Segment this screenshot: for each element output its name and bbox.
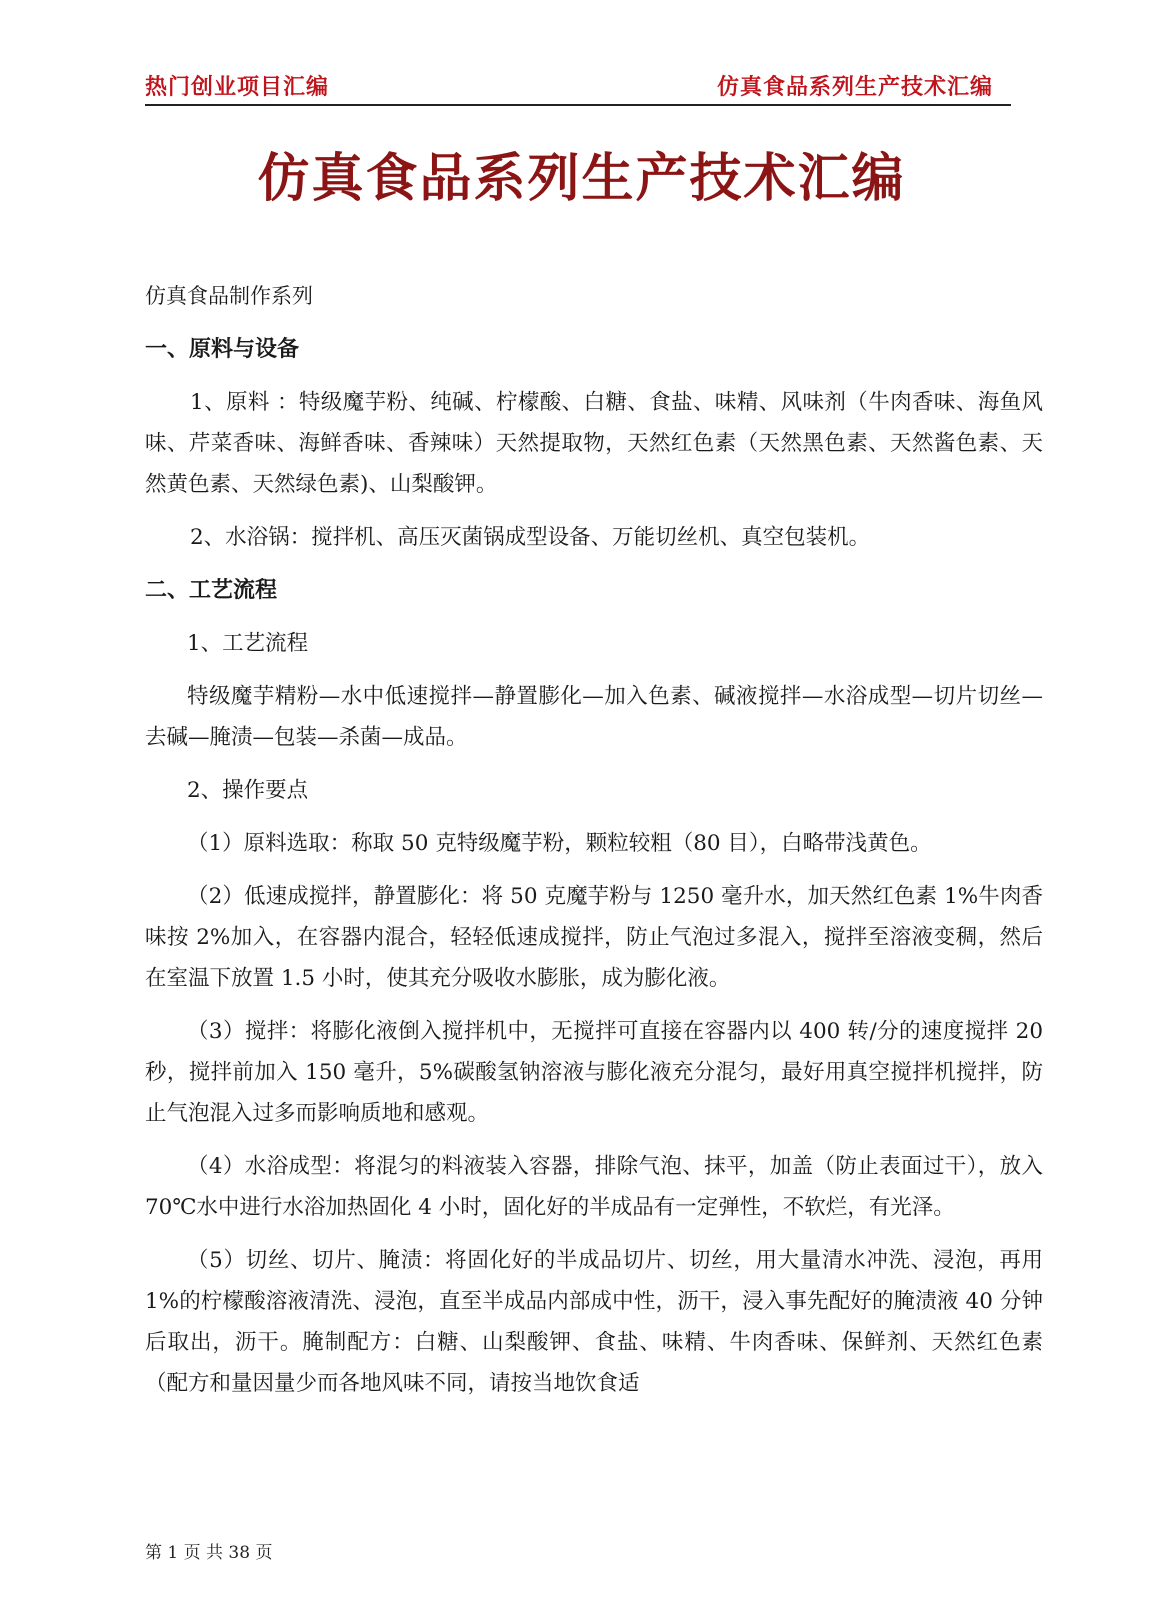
- paragraph-step-2: （2）低速成搅拌，静置膨化：将 50 克魔芋粉与 1250 毫升水，加天然红色素 1%牛肉香味按 2%加入，在容器内混合，轻轻低速成搅拌，防止气泡过多混入，搅拌至溶液变稠，然后在室温下放置 1.5 小时，使其充分吸收水膨胀，成为膨化液。: [145, 884, 1043, 991]
- document-body: [145, 276, 1043, 1416]
- paragraph-process-flow: 特级魔芋精粉—水中低速搅拌—静置膨化—加入色素、碱液搅拌—水浴成型—切片切丝—去碱—腌渍—包装—杀菌—成品。: [145, 684, 1043, 750]
- header-right-title: 仿真食品系列生产技术汇编: [716, 75, 993, 100]
- page-header: [145, 68, 1011, 106]
- paragraph-step-4: （4）水浴成型：将混匀的料液装入容器，排除气泡、抹平，加盖（防止表面过干），放入 70℃水中进行水浴加热固化 4 小时，固化好的半成品有一定弹性，不软烂，有光泽。: [145, 1154, 1043, 1220]
- paragraph-step-3: （3）搅拌：将膨化液倒入搅拌机中，无搅拌可直接在容器内以 400 转/分的速度搅拌 20 秒，搅拌前加入 150 毫升，5%碳酸氢钠溶液与膨化液充分混匀，最好用真空搅拌机搅拌，防止气泡混入过多而影响质地和感观。: [145, 1019, 1043, 1126]
- paragraph-materials: 1、原料 ：特级魔芋粉、纯碱、柠檬酸、白糖、食盐、味精、风味剂（牛肉香味、海鱼风味、芹菜香味、海鲜香味、香辣味）天然提取物，天然红色素（天然黑色素、天然酱色素、天然黄色素、天然绿色素)、山梨酸钾。: [145, 390, 1043, 497]
- paragraph-step-5: （5）切丝、切片、腌渍：将固化好的半成品切片、切丝，用大量清水冲洗、浸泡，再用 1%的柠檬酸溶液清洗、浸泡，直至半成品内部成中性，沥干，浸入事先配好的腌渍液 40 分钟后取出，沥干。腌制配方：白糖、山梨酸钾、食盐、味精、牛肉香味、保鲜剂、天然红色素（配方和量因量少而各地风味不同，请按当地饮食适: [145, 1248, 1043, 1396]
- intro-line: 仿真食品制作系列: [145, 284, 313, 308]
- paragraph-step-1: （1）原料选取：称取 50 克特级魔芋粉，颗粒较粗（80 目），白略带浅黄色。: [187, 831, 932, 856]
- paragraph-equipment: 2、水浴锅：搅拌机、高压灭菌锅成型设备、万能切丝机、真空包装机。: [190, 525, 871, 550]
- section-heading-materials: 一、原料与设备: [145, 337, 300, 362]
- header-left-title: 热门创业项目汇编: [145, 75, 330, 100]
- subheading-key-points: 2、操作要点: [187, 778, 309, 803]
- page-footer: 第 1 页 共 38 页: [145, 1543, 273, 1563]
- section-heading-process: 二、工艺流程: [145, 578, 278, 603]
- document-title: 仿真食品系列生产技术汇编: [257, 148, 906, 209]
- subheading-process-flow: 1、工艺流程: [187, 631, 309, 656]
